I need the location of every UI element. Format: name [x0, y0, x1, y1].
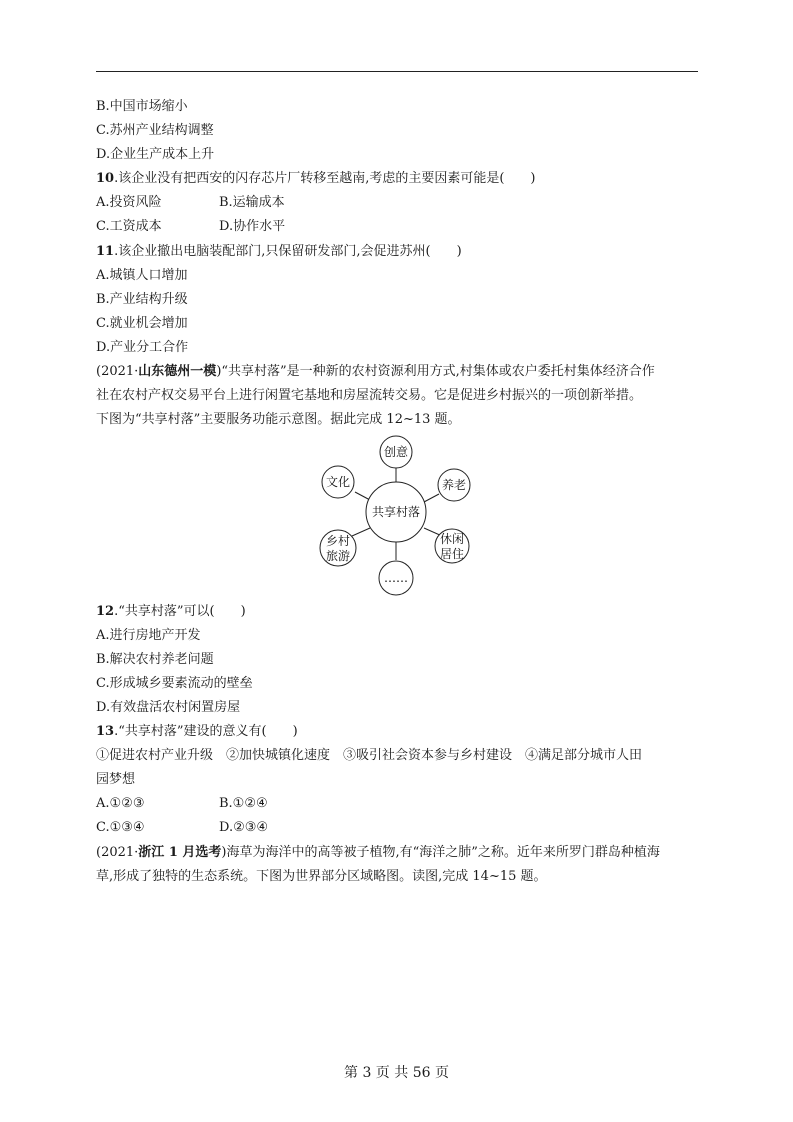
q13-statements-line1: ①促进农村产业升级 ②加快城镇化速度 ③吸引社会资本参与乡村建设 ④满足部分城市人田: [96, 748, 643, 763]
intro-text: )“共享村落”是一种新的农村资源利用方式,村集体或农户委托村集体经济合作: [216, 364, 655, 379]
intro-text: )海草为海洋中的高等被子植物,有“海洋之肺”之称。近年来所罗门群岛种植海: [221, 845, 660, 860]
node-rural-tourism-label-1: 乡村: [325, 534, 351, 548]
q13-statements-line2: 园梦想: [96, 772, 136, 787]
node-culture-label: 文化: [325, 475, 351, 489]
node-leisure-living-label-1: 休闲: [439, 532, 465, 546]
intro-14-15-line2: 草,形成了独特的生态系统。下图为世界部分区域略图。读图,完成 14~15 题。: [96, 869, 547, 884]
node-more-label: ……: [384, 571, 408, 585]
question-number: 12: [96, 604, 115, 619]
question-stem: .“共享村落”可以( ): [114, 604, 246, 619]
q11-option-a: A.城镇人口增加: [96, 268, 188, 283]
q9-option-b: B.中国市场缩小: [96, 99, 188, 114]
question-number: 11: [96, 244, 115, 259]
question-11: [96, 244, 462, 260]
node-leisure-living-label-2: 居住: [439, 547, 465, 561]
q12-option-d: D.有效盘活农村闲置房屋: [96, 700, 241, 715]
source-prefix: (2021·: [96, 845, 139, 860]
q12-option-a: A.进行房地产开发: [96, 628, 201, 643]
question-number: 13: [96, 724, 115, 739]
question-number: 10: [96, 171, 115, 186]
q12-option-c: C.形成城乡要素流动的壁垒: [96, 676, 253, 691]
source-name: 浙江 1 月选考: [138, 845, 222, 860]
node-elderly-care-label: 养老: [441, 478, 467, 492]
question-10: [96, 171, 536, 187]
intro-14-15-line1: [96, 845, 660, 861]
q11-option-b: B.产业结构升级: [96, 292, 188, 307]
node-rural-tourism-label-2: 旅游: [325, 549, 351, 563]
question-stem: .该企业撤出电脑装配部门,只保留研发部门,会促进苏州( ): [114, 244, 462, 259]
q9-option-d: D.企业生产成本上升: [96, 147, 215, 162]
q9-option-c: C.苏州产业结构调整: [96, 123, 214, 138]
q10-option-c: C.工资成本: [96, 219, 162, 234]
intro-12-13-line1: [96, 364, 655, 380]
source-prefix: (2021·: [96, 364, 139, 379]
node-creativity-label: 创意: [383, 445, 409, 459]
header-rule: [96, 71, 698, 72]
question-12: [96, 604, 246, 620]
intro-12-13-line3: 下图为“共享村落”主要服务功能示意图。据此完成 12~13 题。: [96, 412, 461, 427]
shared-village-diagram: [300, 432, 500, 598]
q13-option-c: C.①③④: [96, 820, 145, 835]
q12-option-b: B.解决农村养老问题: [96, 652, 214, 667]
intro-12-13-line2: 社在农村产权交易平台上进行闲置宅基地和房屋流转交易。它是促进乡村振兴的一项创新举措。: [96, 388, 643, 403]
question-stem: .该企业没有把西安的闪存芯片厂转移至越南,考虑的主要因素可能是( ): [114, 171, 536, 186]
q13-option-a: A.①②③: [96, 796, 145, 811]
q11-option-c: C.就业机会增加: [96, 316, 188, 331]
source-name: 山东德州一模: [138, 364, 217, 379]
q11-option-d: D.产业分工合作: [96, 340, 189, 355]
q10-option-d: D.协作水平: [219, 219, 286, 234]
page-footer: 第 3 页 共 56 页: [344, 1065, 449, 1081]
q13-option-d: D.②③④: [219, 820, 269, 835]
question-stem: .“共享村落”建设的意义有( ): [114, 724, 298, 739]
question-13: [96, 724, 298, 740]
q13-option-b: B.①②④: [219, 796, 268, 811]
q10-option-a: A.投资风险: [96, 195, 162, 210]
center-label: 共享村落: [371, 505, 421, 519]
q10-option-b: B.运输成本: [219, 195, 285, 210]
